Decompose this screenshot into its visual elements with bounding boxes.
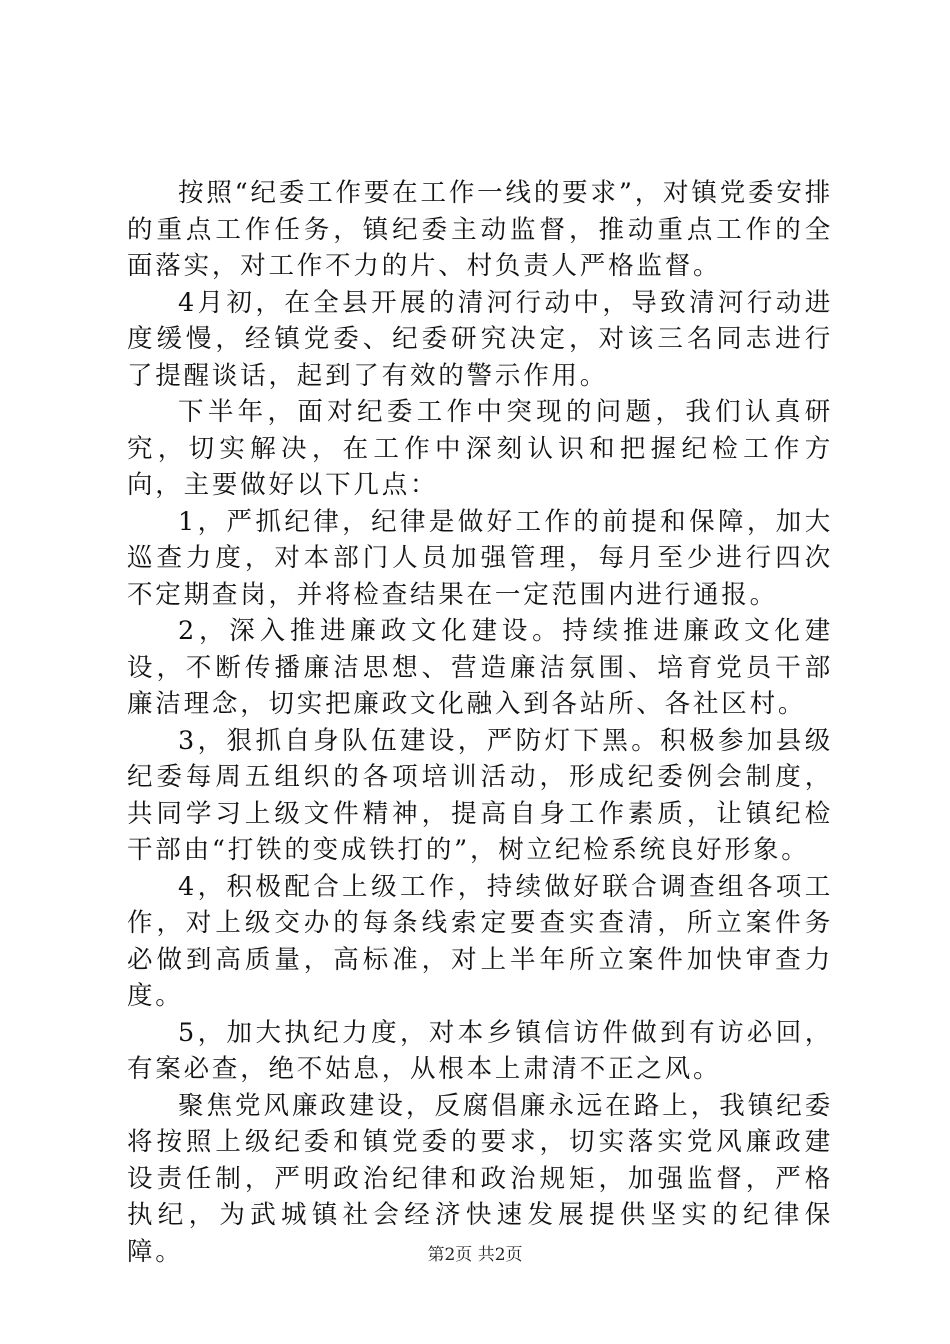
paragraph-second-half-plan: 下半年，面对纪委工作中突现的问题，我们认真研究，切实解决，在工作中深刻认识和把握纪检工作方向，主要做好以下几点：	[127, 397, 833, 500]
paragraph-point-4-cooperation: 4，积极配合上级工作，持续做好联合调查组各项工作，对上级交办的每条线索定要查实查清，所立案件务必做到高质量，高标准，对上半年所立案件加快审查力度。	[127, 871, 833, 1011]
paragraph-point-2-integrity-culture: 2，深入推进廉政文化建设。持续推进廉政文化建设，不断传播廉洁思想、营造廉洁氛围、培育党员干部廉洁理念，切实把廉政文化融入到各站所、各社区村。	[127, 616, 833, 719]
paragraph-point-5-enforcement: 5，加大执纪力度，对本乡镇信访件做到有访必回，有案必查，绝不姑息，从根本上肃清不正之风。	[127, 1017, 833, 1084]
document-body	[127, 175, 833, 1270]
paragraph-point-3-team-building: 3，狠抓自身队伍建设，严防灯下黑。积极参加县级纪委每周五组织的各项培训活动，形成纪委例会制度，共同学习上级文件精神，提高自身工作素质，让镇纪检干部由“打铁的变成铁打的”，树立纪检系统良好形象。	[127, 725, 833, 865]
paragraph-qinghe-action: 4月初，在全县开展的清河行动中，导致清河行动进度缓慢，经镇党委、纪委研究决定，对该三名同志进行了提醒谈话，起到了有效的警示作用。	[127, 287, 833, 391]
paragraph-supervision: 按照“纪委工作要在工作一线的要求”，对镇党委安排的重点工作任务，镇纪委主动监督，推动重点工作的全面落实，对工作不力的片、村负责人严格监督。	[127, 178, 833, 281]
paragraph-conclusion: 聚焦党风廉政建设，反腐倡廉永远在路上，我镇纪委将按照上级纪委和镇党委的要求，切实落实党风廉政建设责任制，严明政治纪律和政治规矩，加强监督，严格执纪，为武城镇社会经济快速发展提供坚实的纪律保障。	[127, 1090, 833, 1267]
paragraph-point-1-discipline: 1，严抓纪律，纪律是做好工作的前提和保障，加大巡查力度，对本部门人员加强管理，每月至少进行四次不定期查岗，并将检查结果在一定范围内进行通报。	[127, 506, 833, 610]
page-footer: 第2页 共2页	[427, 1245, 523, 1265]
